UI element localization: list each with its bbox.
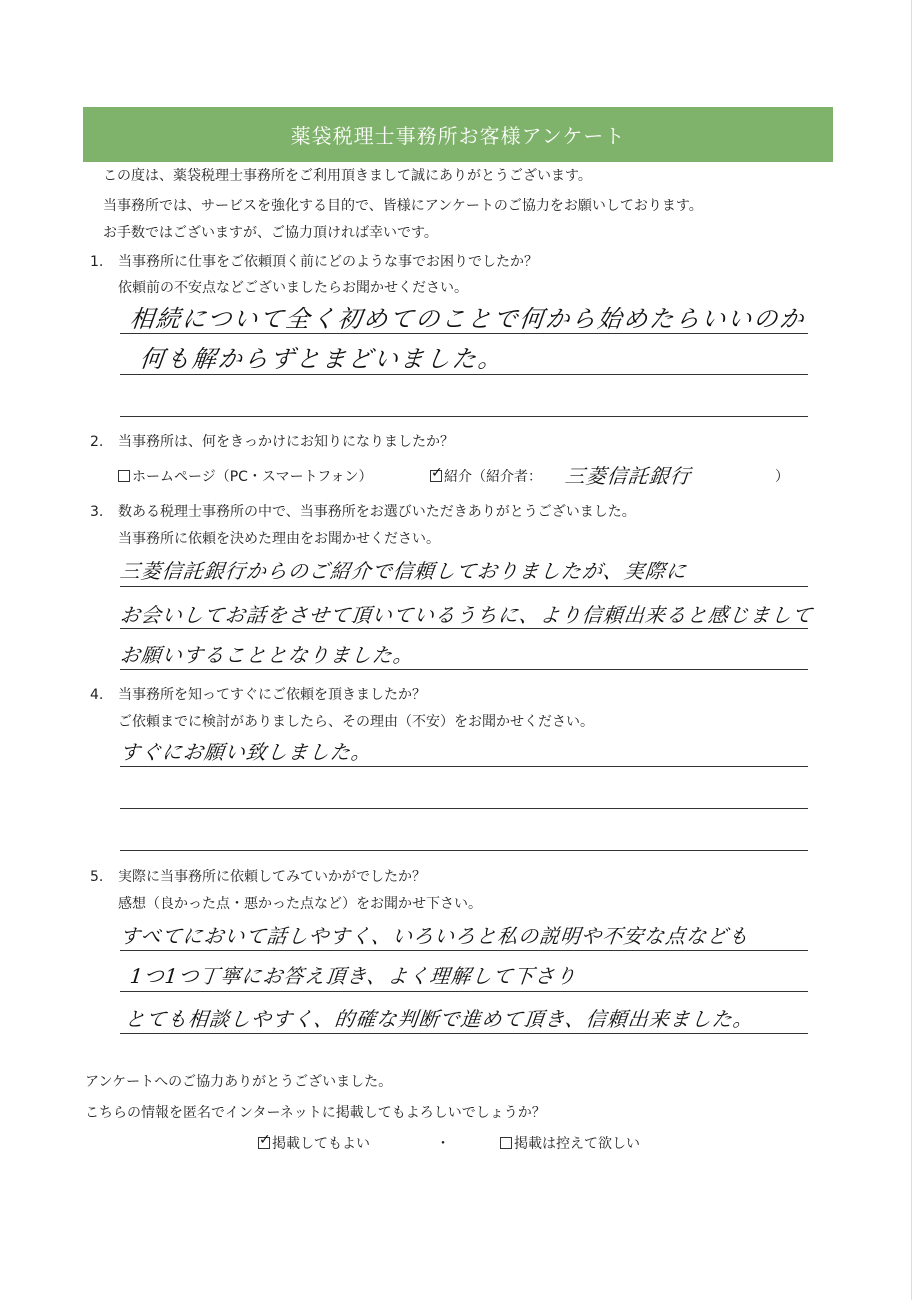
answer-rule xyxy=(120,850,808,851)
answer-rule xyxy=(120,669,808,670)
survey-title-banner xyxy=(83,107,833,162)
answer-rule xyxy=(120,333,808,334)
q1-subquestion: 依頼前の不安点などございましたらお聞かせください。 xyxy=(118,280,468,296)
q5-question: 実際に当事務所に依頼してみていかがでしたか？ xyxy=(118,869,426,885)
answer-rule xyxy=(120,991,808,992)
q3-answer-line-3: お願いすることとなりました。 xyxy=(118,643,416,667)
q3-question: 数ある税理士事務所の中で、当事務所をお選びいただきありがとうございました。 xyxy=(118,504,636,520)
q5-answer-line-1: すべてにおいて話しやすく、いろいろと私の説明や不安な点なども xyxy=(118,924,751,948)
q5-answer-line-2: 1つ1つ丁寧にお答え頂き、よく理解して下さり xyxy=(128,964,578,988)
answer-rule xyxy=(120,374,808,375)
consent-option-no[interactable] xyxy=(500,1135,640,1153)
q2-option-homepage[interactable] xyxy=(118,468,373,486)
intro-close-paren: ） xyxy=(775,469,789,485)
consent-no-label: 掲載は控えて欲しい xyxy=(514,1136,640,1152)
q4-number: 4. xyxy=(90,687,104,703)
consent-no-checkbox[interactable] xyxy=(500,1137,512,1149)
q2-option-intro[interactable] xyxy=(430,468,542,486)
survey-title: 薬袋税理士事務所お客様アンケート xyxy=(290,124,626,148)
introducer-name: 三菱信託銀行 xyxy=(563,464,693,488)
consent-yes-label: 掲載してもよい xyxy=(272,1136,370,1152)
q3-number: 3. xyxy=(90,504,104,520)
q4-subquestion: ご依頼までに検討がありましたら、その理由（不安）をお聞かせください。 xyxy=(118,714,594,730)
answer-rule xyxy=(120,808,808,809)
answer-rule xyxy=(120,766,808,767)
footer-consent-question: こちらの情報を匿名でインターネットに掲載してもよろしいでしょうか？ xyxy=(85,1105,546,1121)
q2-number: 2. xyxy=(90,434,104,450)
q4-answer-line-1: すぐにお願い致しました。 xyxy=(118,740,374,764)
intro-line-1: この度は、薬袋税理士事務所をご利用頂きまして誠にありがとうございます。 xyxy=(103,168,592,184)
homepage-checkbox[interactable] xyxy=(118,470,130,482)
q1-question: 当事務所に仕事をご依頼頂く前にどのような事でお困りでしたか？ xyxy=(118,254,538,270)
answer-rule xyxy=(120,586,808,587)
intro-label: 紹介（紹介者： xyxy=(444,469,542,485)
footer-thanks: アンケートへのご協力ありがとうございました。 xyxy=(85,1074,393,1090)
intro-checkbox[interactable] xyxy=(430,470,442,482)
answer-rule xyxy=(120,950,808,951)
q3-answer-line-1: 三菱信託銀行からのご紹介で信頼しておりましたが、実際に xyxy=(118,559,689,583)
q5-subquestion: 感想（良かった点・悪かった点など）をお聞かせ下さい。 xyxy=(118,896,482,912)
q5-answer-line-3: とても相談しやすく、的確な判断で進めて頂き、信頼出来ました。 xyxy=(123,1007,756,1031)
intro-line-3: お手数ではございますが、ご協力頂ければ幸いです。 xyxy=(103,225,438,241)
consent-yes-checkbox[interactable] xyxy=(258,1137,270,1149)
homepage-label: ホームページ（PC・スマートフォン） xyxy=(132,469,373,485)
answer-rule xyxy=(120,628,808,629)
q5-number: 5. xyxy=(90,869,104,885)
q1-answer-line-1: 相続について全く初めてのことで何から始めたらいいのか xyxy=(128,305,808,333)
intro-line-2: 当事務所では、サービスを強化する目的で、皆様にアンケートのご協力をお願いしております。 xyxy=(103,198,703,214)
q2-question: 当事務所は、何をきっかけにお知りになりましたか？ xyxy=(118,434,454,450)
consent-option-yes[interactable] xyxy=(258,1135,370,1153)
q4-question: 当事務所を知ってすぐにご依頼を頂きましたか？ xyxy=(118,687,426,703)
q1-number: 1. xyxy=(90,254,104,270)
q3-answer-line-2: お会いしてお話をさせて頂いているうちに、より信頼出来ると感じまして xyxy=(118,603,815,627)
scan-edge xyxy=(911,0,912,1300)
consent-separator: ・ xyxy=(436,1136,450,1152)
answer-rule xyxy=(120,1033,808,1034)
answer-rule xyxy=(120,416,808,417)
q1-answer-line-2: 何も解からずとまどいました。 xyxy=(138,345,506,373)
q3-subquestion: 当事務所に依頼を決めた理由をお聞かせください。 xyxy=(118,531,440,547)
